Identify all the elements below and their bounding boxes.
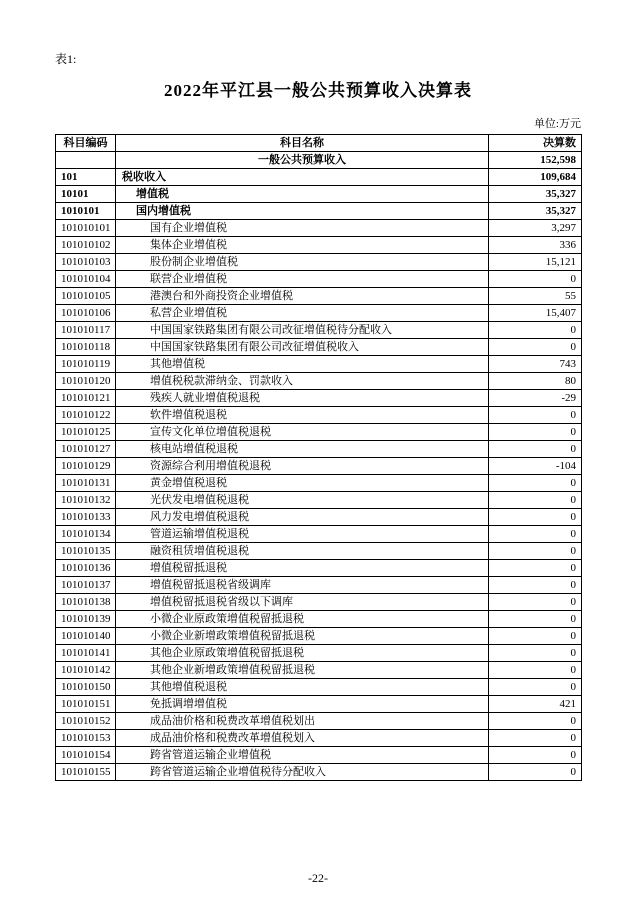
subject-code-cell: 101010105 (56, 288, 116, 305)
subject-code-cell: 101010101 (56, 220, 116, 237)
subject-name-cell: 免抵调增增值税 (116, 696, 489, 713)
table-row (56, 203, 582, 220)
subject-name-cell: 其他企业原政策增值税留抵退税 (116, 645, 489, 662)
subject-code-cell: 101010136 (56, 560, 116, 577)
amount-cell: 0 (489, 611, 582, 628)
subject-name-cell: 港澳台和外商投资企业增值税 (116, 288, 489, 305)
amount-cell: 0 (489, 577, 582, 594)
amount-cell: 0 (489, 441, 582, 458)
amount-cell: 0 (489, 594, 582, 611)
subject-code-cell: 101010131 (56, 475, 116, 492)
table-row (56, 152, 582, 169)
table-row (56, 424, 582, 441)
subject-code-cell: 101010155 (56, 764, 116, 781)
table-row (56, 577, 582, 594)
subject-code-cell: 101010150 (56, 679, 116, 696)
table-row (56, 679, 582, 696)
subject-code-cell: 101010120 (56, 373, 116, 390)
subject-code-cell: 101010152 (56, 713, 116, 730)
table-label: 表1: (55, 52, 77, 66)
table-row (56, 713, 582, 730)
table-row (56, 356, 582, 373)
table-body (56, 152, 582, 781)
subject-name-cell: 融资租赁增值税退税 (116, 543, 489, 560)
subject-name-cell: 其他增值税 (116, 356, 489, 373)
table-row (56, 611, 582, 628)
amount-cell: 0 (489, 339, 582, 356)
subject-code-cell: 101010117 (56, 322, 116, 339)
table-row (56, 543, 582, 560)
amount-cell: 0 (489, 509, 582, 526)
amount-cell: -29 (489, 390, 582, 407)
amount-cell: 0 (489, 543, 582, 560)
table-row (56, 271, 582, 288)
amount-cell: 0 (489, 560, 582, 577)
subject-code-cell: 101 (56, 169, 116, 186)
amount-cell: 0 (489, 747, 582, 764)
table-row (56, 475, 582, 492)
subject-code-cell: 101010154 (56, 747, 116, 764)
table-row (56, 696, 582, 713)
subject-name-cell: 风力发电增值税退税 (116, 509, 489, 526)
subject-name-cell: 增值税 (116, 186, 489, 203)
table-row (56, 322, 582, 339)
subject-name-cell: 光伏发电增值税退税 (116, 492, 489, 509)
table-row (56, 526, 582, 543)
subject-name-cell: 国内增值税 (116, 203, 489, 220)
subject-code-cell (56, 152, 116, 169)
amount-cell: 0 (489, 713, 582, 730)
subject-name-cell: 增值税留抵退税省级调库 (116, 577, 489, 594)
table-row (56, 645, 582, 662)
amount-cell: 152,598 (489, 152, 582, 169)
subject-code-cell: 101010134 (56, 526, 116, 543)
subject-code-cell: 101010103 (56, 254, 116, 271)
subject-code-cell: 10101 (56, 186, 116, 203)
subject-name-cell: 成品油价格和税费改革增值税划出 (116, 713, 489, 730)
subject-name-cell: 黄金增值税退税 (116, 475, 489, 492)
table-row (56, 186, 582, 203)
amount-cell: -104 (489, 458, 582, 475)
amount-cell: 0 (489, 628, 582, 645)
amount-cell: 743 (489, 356, 582, 373)
subject-code-cell: 101010102 (56, 237, 116, 254)
subject-name-cell: 一般公共预算收入 (116, 152, 489, 169)
subject-code-cell: 101010104 (56, 271, 116, 288)
page-title: 2022年平江县一般公共预算收入决算表 (164, 81, 472, 100)
subject-code-cell: 101010140 (56, 628, 116, 645)
table-row (56, 509, 582, 526)
subject-code-cell: 101010121 (56, 390, 116, 407)
table-row (56, 730, 582, 747)
amount-cell: 0 (489, 645, 582, 662)
subject-name-cell: 其他企业新增政策增值税留抵退税 (116, 662, 489, 679)
subject-code-cell: 101010138 (56, 594, 116, 611)
table-row (56, 441, 582, 458)
subject-name-cell: 增值税留抵退税省级以下调库 (116, 594, 489, 611)
subject-code-cell: 101010118 (56, 339, 116, 356)
subject-code-cell: 101010151 (56, 696, 116, 713)
header-subject-code: 科目编码 (56, 135, 116, 152)
table-row (56, 662, 582, 679)
amount-cell: 336 (489, 237, 582, 254)
amount-cell: 0 (489, 492, 582, 509)
amount-cell: 3,297 (489, 220, 582, 237)
page-number: -22- (308, 871, 328, 885)
table-row (56, 628, 582, 645)
subject-name-cell: 宣传文化单位增值税退税 (116, 424, 489, 441)
subject-name-cell: 税收收入 (116, 169, 489, 186)
subject-code-cell: 1010101 (56, 203, 116, 220)
unit-label: 单位:万元 (533, 118, 581, 130)
subject-name-cell: 跨省管道运输企业增值税 (116, 747, 489, 764)
amount-cell: 0 (489, 475, 582, 492)
subject-code-cell: 101010137 (56, 577, 116, 594)
amount-cell: 0 (489, 271, 582, 288)
table-row (56, 492, 582, 509)
amount-cell: 0 (489, 764, 582, 781)
table-row (56, 305, 582, 322)
subject-name-cell: 核电站增值税退税 (116, 441, 489, 458)
header-subject-name: 科目名称 (116, 135, 489, 152)
amount-cell: 0 (489, 662, 582, 679)
amount-cell: 0 (489, 526, 582, 543)
subject-name-cell: 集体企业增值税 (116, 237, 489, 254)
table-row (56, 764, 582, 781)
subject-code-cell: 101010132 (56, 492, 116, 509)
table-row (56, 254, 582, 271)
table-row (56, 373, 582, 390)
subject-name-cell: 中国国家铁路集团有限公司改征增值税收入 (116, 339, 489, 356)
amount-cell: 15,407 (489, 305, 582, 322)
table-row (56, 390, 582, 407)
subject-name-cell: 增值税税款滞纳金、罚款收入 (116, 373, 489, 390)
subject-code-cell: 101010142 (56, 662, 116, 679)
amount-cell: 55 (489, 288, 582, 305)
subject-code-cell: 101010135 (56, 543, 116, 560)
amount-cell: 35,327 (489, 186, 582, 203)
subject-code-cell: 101010141 (56, 645, 116, 662)
amount-cell: 35,327 (489, 203, 582, 220)
amount-cell: 80 (489, 373, 582, 390)
table-row (56, 169, 582, 186)
subject-name-cell: 私营企业增值税 (116, 305, 489, 322)
table-row (56, 339, 582, 356)
table-row (56, 288, 582, 305)
subject-name-cell: 残疾人就业增值税退税 (116, 390, 489, 407)
subject-name-cell: 联营企业增值税 (116, 271, 489, 288)
subject-code-cell: 101010153 (56, 730, 116, 747)
budget-table (55, 134, 582, 781)
subject-code-cell: 101010125 (56, 424, 116, 441)
amount-cell: 0 (489, 424, 582, 441)
subject-name-cell: 股份制企业增值税 (116, 254, 489, 271)
table-row (56, 237, 582, 254)
amount-cell: 15,121 (489, 254, 582, 271)
table-header-row (56, 135, 582, 152)
amount-cell: 0 (489, 679, 582, 696)
subject-code-cell: 101010133 (56, 509, 116, 526)
subject-name-cell: 中国国家铁路集团有限公司改征增值税待分配收入 (116, 322, 489, 339)
subject-name-cell: 国有企业增值税 (116, 220, 489, 237)
subject-name-cell: 小微企业原政策增值税留抵退税 (116, 611, 489, 628)
subject-name-cell: 其他增值税退税 (116, 679, 489, 696)
table-row (56, 458, 582, 475)
subject-name-cell: 管道运输增值税退税 (116, 526, 489, 543)
subject-name-cell: 增值税留抵退税 (116, 560, 489, 577)
subject-name-cell: 成品油价格和税费改革增值税划入 (116, 730, 489, 747)
subject-name-cell: 小微企业新增政策增值税留抵退税 (116, 628, 489, 645)
amount-cell: 0 (489, 322, 582, 339)
table-row (56, 747, 582, 764)
subject-code-cell: 101010119 (56, 356, 116, 373)
table-row (56, 220, 582, 237)
table-row (56, 407, 582, 424)
amount-cell: 109,684 (489, 169, 582, 186)
subject-code-cell: 101010129 (56, 458, 116, 475)
amount-cell: 0 (489, 407, 582, 424)
table-row (56, 594, 582, 611)
subject-code-cell: 101010106 (56, 305, 116, 322)
header-final-amount: 决算数 (489, 135, 582, 152)
subject-name-cell: 跨省管道运输企业增值税待分配收入 (116, 764, 489, 781)
table-row (56, 560, 582, 577)
subject-code-cell: 101010139 (56, 611, 116, 628)
amount-cell: 0 (489, 730, 582, 747)
subject-code-cell: 101010127 (56, 441, 116, 458)
amount-cell: 421 (489, 696, 582, 713)
subject-code-cell: 101010122 (56, 407, 116, 424)
subject-name-cell: 资源综合利用增值税退税 (116, 458, 489, 475)
subject-name-cell: 软件增值税退税 (116, 407, 489, 424)
